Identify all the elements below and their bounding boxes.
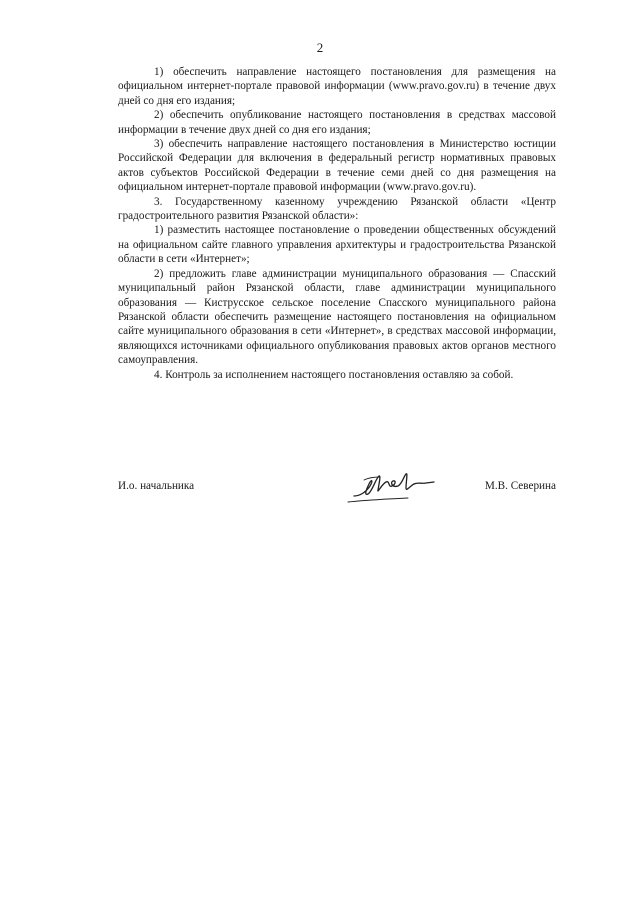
page-number: 2 [316, 40, 324, 55]
handwritten-signature [346, 466, 446, 506]
paragraph-1: 1) обеспечить направление настоящего постановления для размещения на официальном интернет-портале правовой информации (www.pravo.gov.ru) в течение двух дней со дня его издания; [118, 66, 556, 107]
paragraph-7: 4. Контроль за исполнением настоящего постановления оставляю за собой. [154, 368, 514, 381]
signatory-name: М.В. Северина [484, 480, 556, 492]
paragraph-2: 2) обеспечить опубликование настоящего постановления в средствах массовой информации в течение двух дней со дня его издания; [118, 109, 556, 136]
position-title: И.о. начальника [118, 480, 195, 492]
paragraph-4: 3. Государственному казенному учреждению Рязанской области «Центр градостроительного развития Рязанской области»: [118, 195, 556, 223]
paragraph-6: 2) предложить главе администрации муниципального образования — Спасский муниципальный район Рязанской области, главе администрации муниципального образования — Киструсское сельское поселение Спасского муниципального района Рязанской области обеспечить размещение настоящего постановления на официальном сайте муниципального образования в сети «Интернет», в средствах массовой информации, являющихся источниками официального опубликования правовых актов органов местного самоуправления. [118, 267, 556, 367]
document-body [118, 65, 556, 382]
paragraph-3: 3) обеспечить направление настоящего постановления в Министерство юстиции Российской Федерации для включения в федеральный регистр нормативных правовых актов субъектов Российской Федерации в течение семи дней со дня размещения на официальном интернет-портале правовой информации (www.pravo.gov.ru). [118, 138, 556, 194]
signature-block [118, 474, 556, 514]
paragraph-5: 1) разместить настоящее постановление о проведении общественных обсуждений на официальном сайте главного управления архитектуры и градостроительства Рязанской области в сети «Интернет»; [118, 224, 556, 266]
